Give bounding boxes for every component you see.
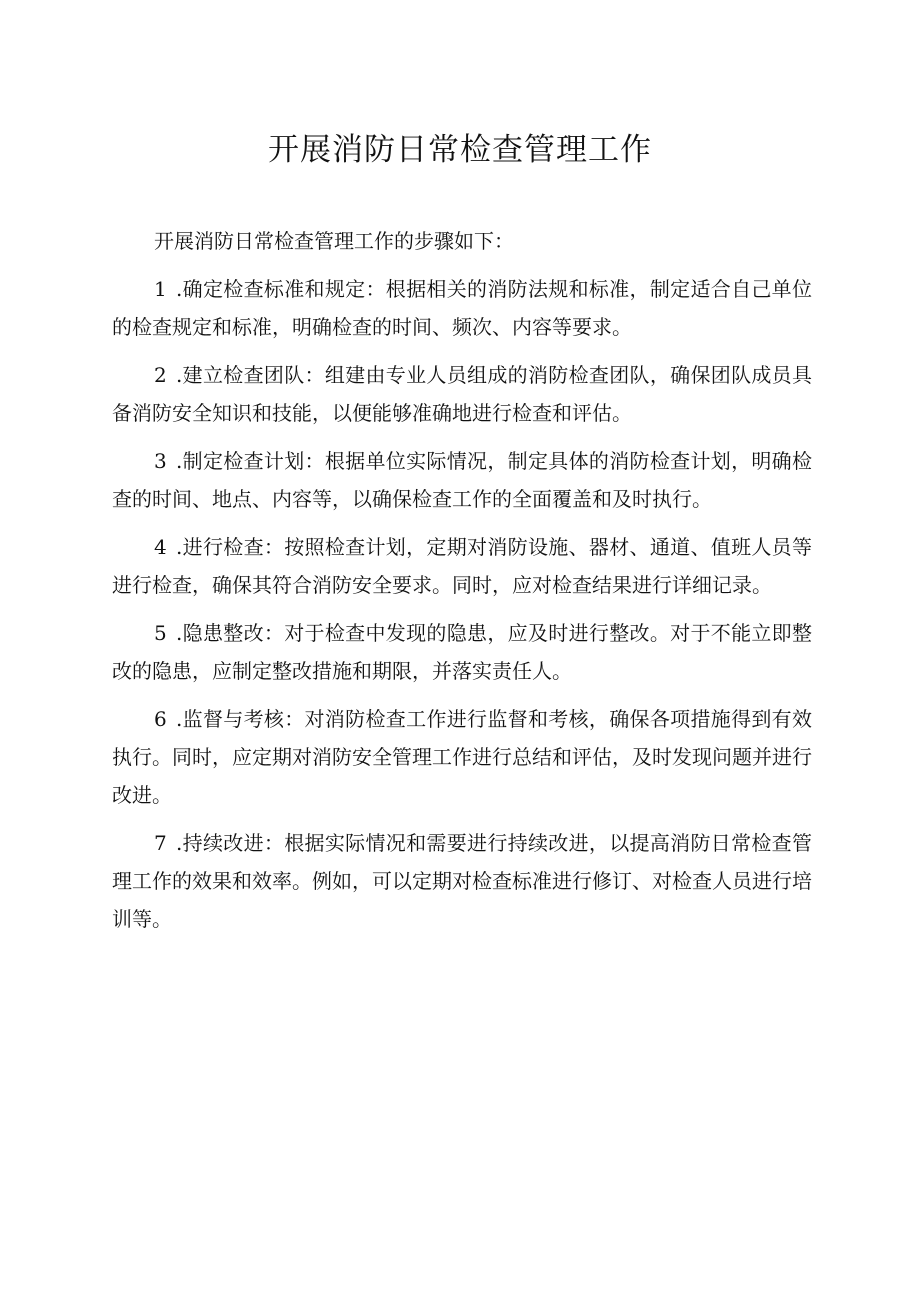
document-body <box>112 222 812 948</box>
step-text: .制定检查计划：根据单位实际情况，制定具体的消防检查计划，明确检查的时间、地点、内容等，以确保检查工作的全面覆盖和及时执行。 <box>112 449 812 511</box>
step-paragraph-2 <box>112 356 812 442</box>
step-text: .隐患整改：对于检查中发现的隐患，应及时进行整改。对于不能立即整改的隐患，应制定整改措施和期限，并落实责任人。 <box>112 621 812 683</box>
step-text: .建立检查团队：组建由专业人员组成的消防检查团队，确保团队成员具备消防安全知识和技能，以便能够准确地进行检查和评估。 <box>112 363 812 425</box>
step-paragraph-5 <box>112 614 812 700</box>
step-text: .确定检查标准和规定：根据相关的消防法规和标准，制定适合自己单位的检查规定和标准，明确检查的时间、频次、内容等要求。 <box>112 277 812 339</box>
step-paragraph-4 <box>112 528 812 614</box>
step-number: 1 <box>154 277 167 301</box>
step-paragraph-7 <box>112 824 812 948</box>
document-title: 开展消防日常检查管理工作 <box>268 132 652 168</box>
step-number: 3 <box>154 449 167 473</box>
step-number: 6 <box>154 707 167 731</box>
step-paragraph-3 <box>112 442 812 528</box>
step-number: 4 <box>154 535 167 559</box>
step-text: .进行检查：按照检查计划，定期对消防设施、器材、通道、值班人员等进行检查，确保其符合消防安全要求。同时，应对检查结果进行详细记录。 <box>112 535 812 597</box>
step-text: .持续改进：根据实际情况和需要进行持续改进，以提高消防日常检查管理工作的效果和效率。例如，可以定期对检查标准进行修订、对检查人员进行培训等。 <box>112 831 812 931</box>
step-text: .监督与考核：对消防检查工作进行监督和考核，确保各项措施得到有效执行。同时，应定期对消防安全管理工作进行总结和评估，及时发现问题并进行改进。 <box>112 707 812 807</box>
step-paragraph-6 <box>112 700 812 824</box>
intro-paragraph: 开展消防日常检查管理工作的步骤如下： <box>154 229 514 253</box>
step-number: 5 <box>154 621 167 645</box>
step-number: 7 <box>154 831 167 855</box>
step-number: 2 <box>154 363 167 387</box>
step-paragraph-1 <box>112 270 812 356</box>
